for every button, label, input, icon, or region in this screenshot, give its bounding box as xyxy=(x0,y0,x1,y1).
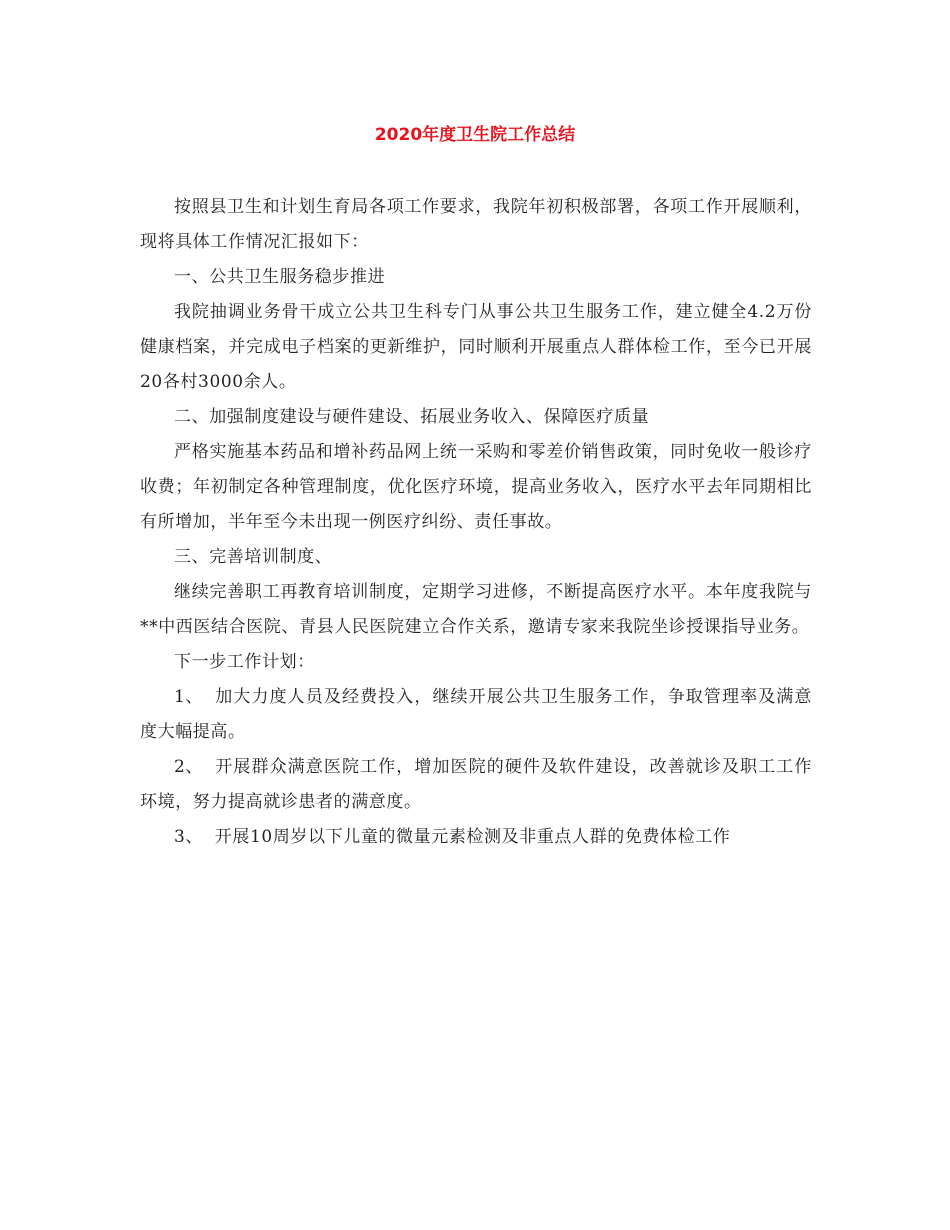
plan-item-number: 3、 xyxy=(174,827,204,847)
plan-item-text: 加大力度人员及经费投入，继续开展公共卫生服务工作，争取管理率及满意度大幅提高。 xyxy=(140,687,812,742)
plan-item xyxy=(140,820,812,855)
section-heading-training: 三、完善培训制度、 xyxy=(174,547,333,567)
plan-item xyxy=(140,680,812,750)
system-building-paragraph: 严格实施基本药品和增补药品网上统一采购和零差价销售政策，同时免收一般诊疗收费；年初制定各种管理制度，优化医疗环境，提高业务收入，医疗水平去年同期相比有所增加，半年至今未出现一例医疗纠纷、责任事故。 xyxy=(140,442,812,532)
training-paragraph: 继续完善职工再教育培训制度，定期学习进修，不断提高医疗水平。本年度我院与**中西医结合医院、青县人民医院建立合作关系，邀请专家来我院坐诊授课指导业务。 xyxy=(140,582,812,637)
plan-item-number: 2、 xyxy=(174,757,204,777)
next-plan-heading: 下一步工作计划： xyxy=(174,652,315,672)
document-title: 2020年度卫生院工作总结 xyxy=(374,125,576,145)
plan-item-text: 开展10周岁以下儿童的微量元素检测及非重点人群的免费体检工作 xyxy=(214,827,731,847)
document-body xyxy=(140,190,812,855)
plan-item-number: 1、 xyxy=(174,687,204,707)
plan-item xyxy=(140,750,812,820)
section-heading-public-health: 一、公共卫生服务稳步推进 xyxy=(174,267,386,287)
section-heading-system-building: 二、加强制度建设与硬件建设、拓展业务收入、保障医疗质量 xyxy=(174,407,650,427)
public-health-paragraph: 我院抽调业务骨干成立公共卫生科专门从事公共卫生服务工作，建立健全4.2万份健康档案，并完成电子档案的更新维护，同时顺利开展重点人群体检工作，至今已开展20各村3000余人。 xyxy=(140,302,812,392)
plan-item-text: 开展群众满意医院工作，增加医院的硬件及软件建设，改善就诊及职工工作环境，努力提高就诊患者的满意度。 xyxy=(140,757,812,812)
intro-paragraph: 按照县卫生和计划生育局各项工作要求，我院年初积极部署，各项工作开展顺利，现将具体工作情况汇报如下： xyxy=(140,197,812,252)
